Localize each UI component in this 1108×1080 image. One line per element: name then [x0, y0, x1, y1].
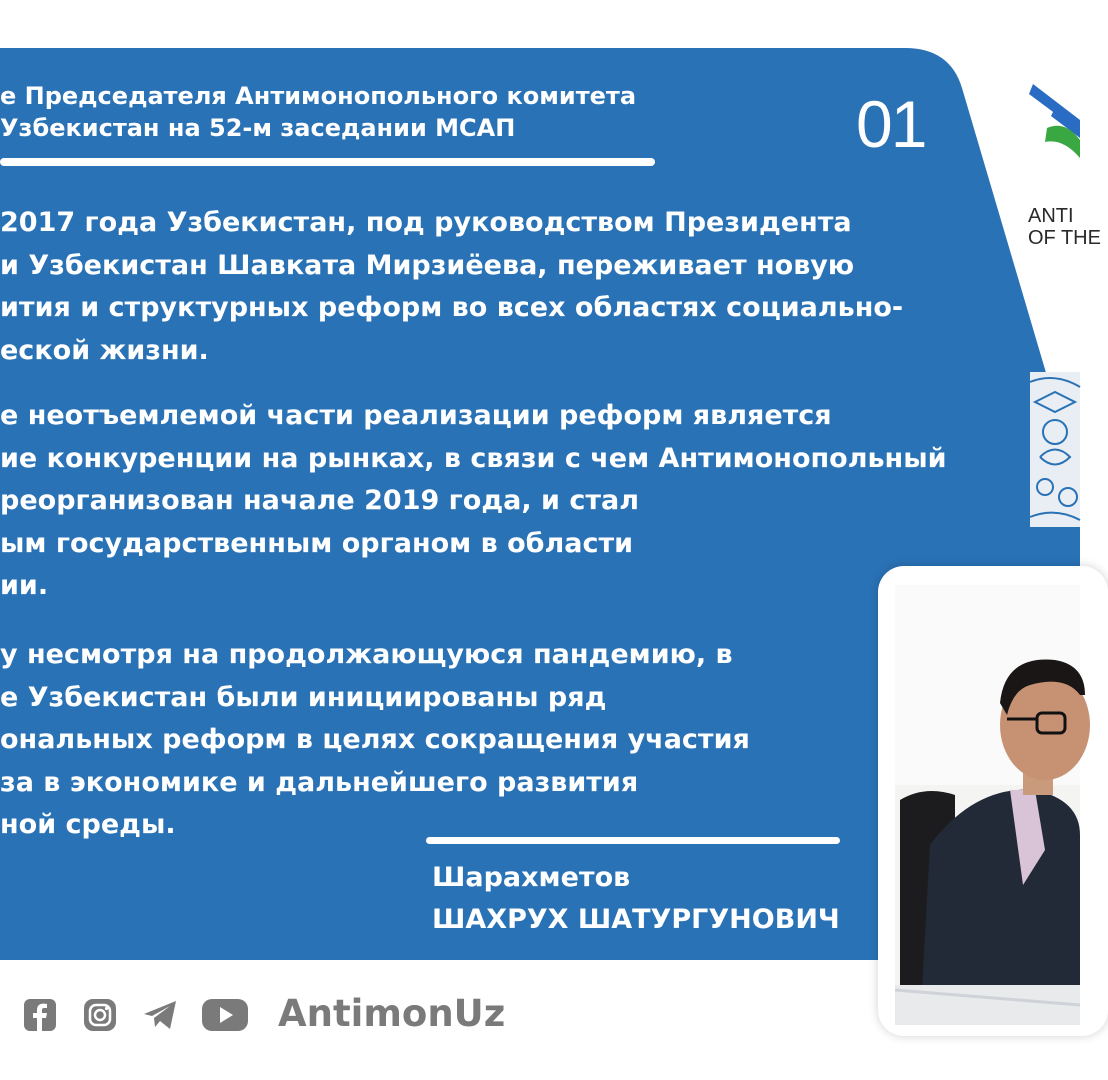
title-line-2: Узбекистан на 52-м заседании МСАП — [0, 114, 516, 142]
instagram-icon[interactable] — [80, 995, 120, 1035]
brand-handle[interactable]: AntimonUz — [278, 992, 506, 1035]
paragraph-line: ональных реформ в целях сокращения участия — [0, 724, 750, 755]
paragraph-1 — [0, 202, 903, 372]
logo-text — [1028, 205, 1101, 249]
paragraph-line: е неотъемлемой части реализации реформ является — [0, 400, 832, 431]
paragraph-line: ной среды. — [0, 809, 176, 840]
paragraph-line: ым государственным органом в области — [0, 527, 634, 559]
paragraph-line: ития и структурных реформ во всех областях социально- — [0, 292, 904, 323]
signature-name: ШАХРУХ ШАТУРГУНОВИЧ — [432, 904, 840, 935]
paragraph-line: реорганизован начале 2019 года, и стал — [0, 485, 639, 516]
paragraph-line: е Узбекистан были инициированы ряд — [0, 681, 607, 713]
facebook-icon[interactable] — [20, 995, 60, 1035]
paragraph-line: за в экономике и дальнейшего развития — [0, 766, 639, 798]
portrait-photo — [895, 585, 1080, 1025]
paragraph-line: еской жизни. — [0, 334, 209, 366]
paragraph-line: ии. — [0, 570, 49, 601]
telegram-icon[interactable] — [140, 995, 180, 1035]
logo-text-line-2: OF THE — [1028, 227, 1101, 249]
ornament-pattern — [1030, 372, 1080, 527]
social-links — [20, 993, 270, 1037]
paragraph-line: у несмотря на продолжающуюся пандемию, в — [0, 639, 733, 670]
logo-text-line-1: ANTI — [1028, 205, 1074, 227]
title-divider — [0, 158, 655, 166]
signature-surname: Шарахметов — [432, 862, 631, 893]
page-title — [0, 80, 700, 144]
portrait-illustration — [895, 585, 1080, 1025]
paragraph-line: и Узбекистан Шавката Мирзиёева, переживает новую — [0, 249, 855, 281]
paragraph-3 — [0, 634, 750, 847]
paragraph-line: ие конкуренции на рынках, в связи с чем Антимонопольный — [0, 442, 947, 474]
logo-icon — [1025, 80, 1080, 190]
youtube-icon[interactable] — [200, 995, 250, 1035]
paragraph-line: 2017 года Узбекистан, под руководством Президента — [0, 207, 852, 238]
signature-divider — [426, 837, 840, 844]
paragraph-2 — [0, 395, 947, 608]
title-line-1: е Председателя Антимонопольного комитета — [0, 82, 637, 110]
slide-number: 01 — [856, 87, 926, 161]
